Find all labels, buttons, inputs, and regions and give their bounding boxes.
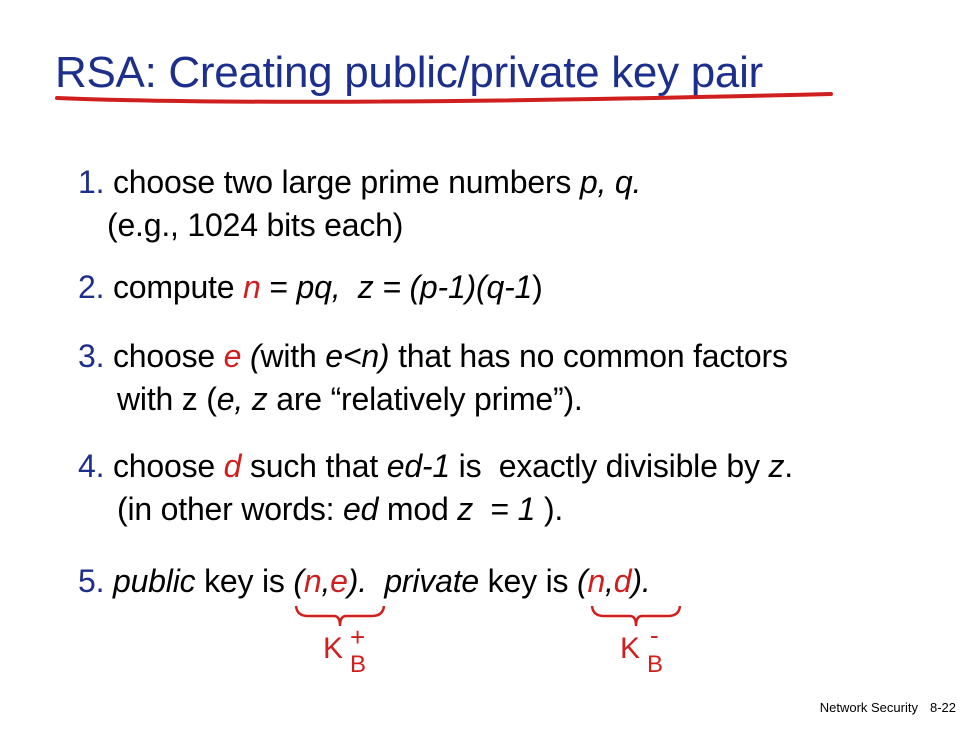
- step-text: ).: [535, 491, 564, 527]
- paren: ).: [347, 563, 367, 599]
- step-number: 5.: [78, 563, 105, 599]
- paren: (: [576, 563, 588, 599]
- word-private: private: [384, 563, 479, 599]
- step-text: (: [241, 338, 261, 374]
- variable-n: n: [303, 563, 322, 599]
- spacer: [340, 269, 357, 305]
- step-number: 2.: [78, 269, 105, 305]
- public-key-label: [323, 622, 367, 678]
- step-3-line-2: [117, 381, 583, 418]
- step-text: is exactly divisible by: [449, 448, 769, 484]
- expr-pq: pq,: [296, 269, 341, 305]
- key-base: K: [620, 632, 641, 665]
- step-4-line-2: [117, 491, 563, 528]
- key-superscript-plus: +: [350, 622, 366, 652]
- step-text: with z (: [117, 381, 217, 417]
- key-subscript: B: [350, 651, 367, 678]
- paren: ).: [631, 563, 651, 599]
- step-text: choose: [104, 448, 224, 484]
- private-key-label: [620, 620, 664, 678]
- step-text: that has no common factors: [389, 338, 788, 374]
- step-1: [78, 164, 641, 201]
- variable-z: z: [768, 448, 785, 484]
- variable-d: d: [223, 448, 242, 484]
- step-text: ): [532, 269, 543, 305]
- spacer: [367, 563, 384, 599]
- step-text: choose two large prime numbers: [104, 164, 580, 200]
- comma: ,: [605, 563, 614, 599]
- step-4: [78, 448, 793, 485]
- title-underline: [55, 88, 835, 108]
- step-1-note: (e.g., 1024 bits each): [107, 207, 404, 243]
- step-text: with: [260, 338, 326, 374]
- step-text: (in other words:: [117, 491, 344, 527]
- step-number: 1.: [78, 164, 105, 200]
- variable-e: e: [223, 338, 242, 374]
- expr-e-lt-n: e<n): [325, 338, 390, 374]
- page-number: 8-22: [929, 700, 956, 715]
- step-text: mod: [378, 491, 458, 527]
- variable-n: n: [243, 269, 261, 305]
- variable-d: d: [613, 563, 632, 599]
- step-text: are “relatively prime”).: [267, 381, 583, 417]
- public-key-brace: [294, 604, 386, 630]
- slide-title: RSA: Creating public/private key pair: [55, 48, 763, 97]
- value-one: 1: [517, 491, 536, 527]
- expr-ed-1: ed-1: [386, 448, 450, 484]
- comma: ,: [321, 563, 331, 599]
- step-text: choose: [104, 338, 224, 374]
- step-text: =: [473, 491, 518, 527]
- footer-label: Network Security: [819, 700, 918, 715]
- step-5: [78, 563, 651, 600]
- step-text: .: [784, 448, 793, 484]
- slide-footer: [820, 700, 956, 715]
- expr-ed: ed: [343, 491, 379, 527]
- key-base: K: [323, 632, 344, 665]
- step-text: compute: [104, 269, 244, 305]
- expr-e-z: e, z: [216, 381, 268, 417]
- variable-z: z: [457, 491, 474, 527]
- key-subscript: B: [647, 651, 664, 678]
- private-key-brace: [590, 604, 682, 630]
- step-text: key is: [195, 563, 294, 599]
- variable-e: e: [330, 563, 348, 599]
- word-public: public: [104, 563, 196, 599]
- step-text: key is: [478, 563, 577, 599]
- step-number: 4.: [78, 448, 105, 484]
- variable-n: n: [587, 563, 606, 599]
- variable-pq: p, q.: [579, 164, 642, 200]
- paren: (: [293, 563, 304, 599]
- step-number: 3.: [78, 338, 105, 374]
- step-3: [78, 338, 788, 375]
- step-text: such that: [241, 448, 387, 484]
- key-superscript-minus: -: [650, 620, 659, 650]
- step-text: =: [260, 269, 297, 305]
- expr-z: z = (p-1)(q-1: [357, 269, 533, 305]
- step-2: [78, 269, 543, 306]
